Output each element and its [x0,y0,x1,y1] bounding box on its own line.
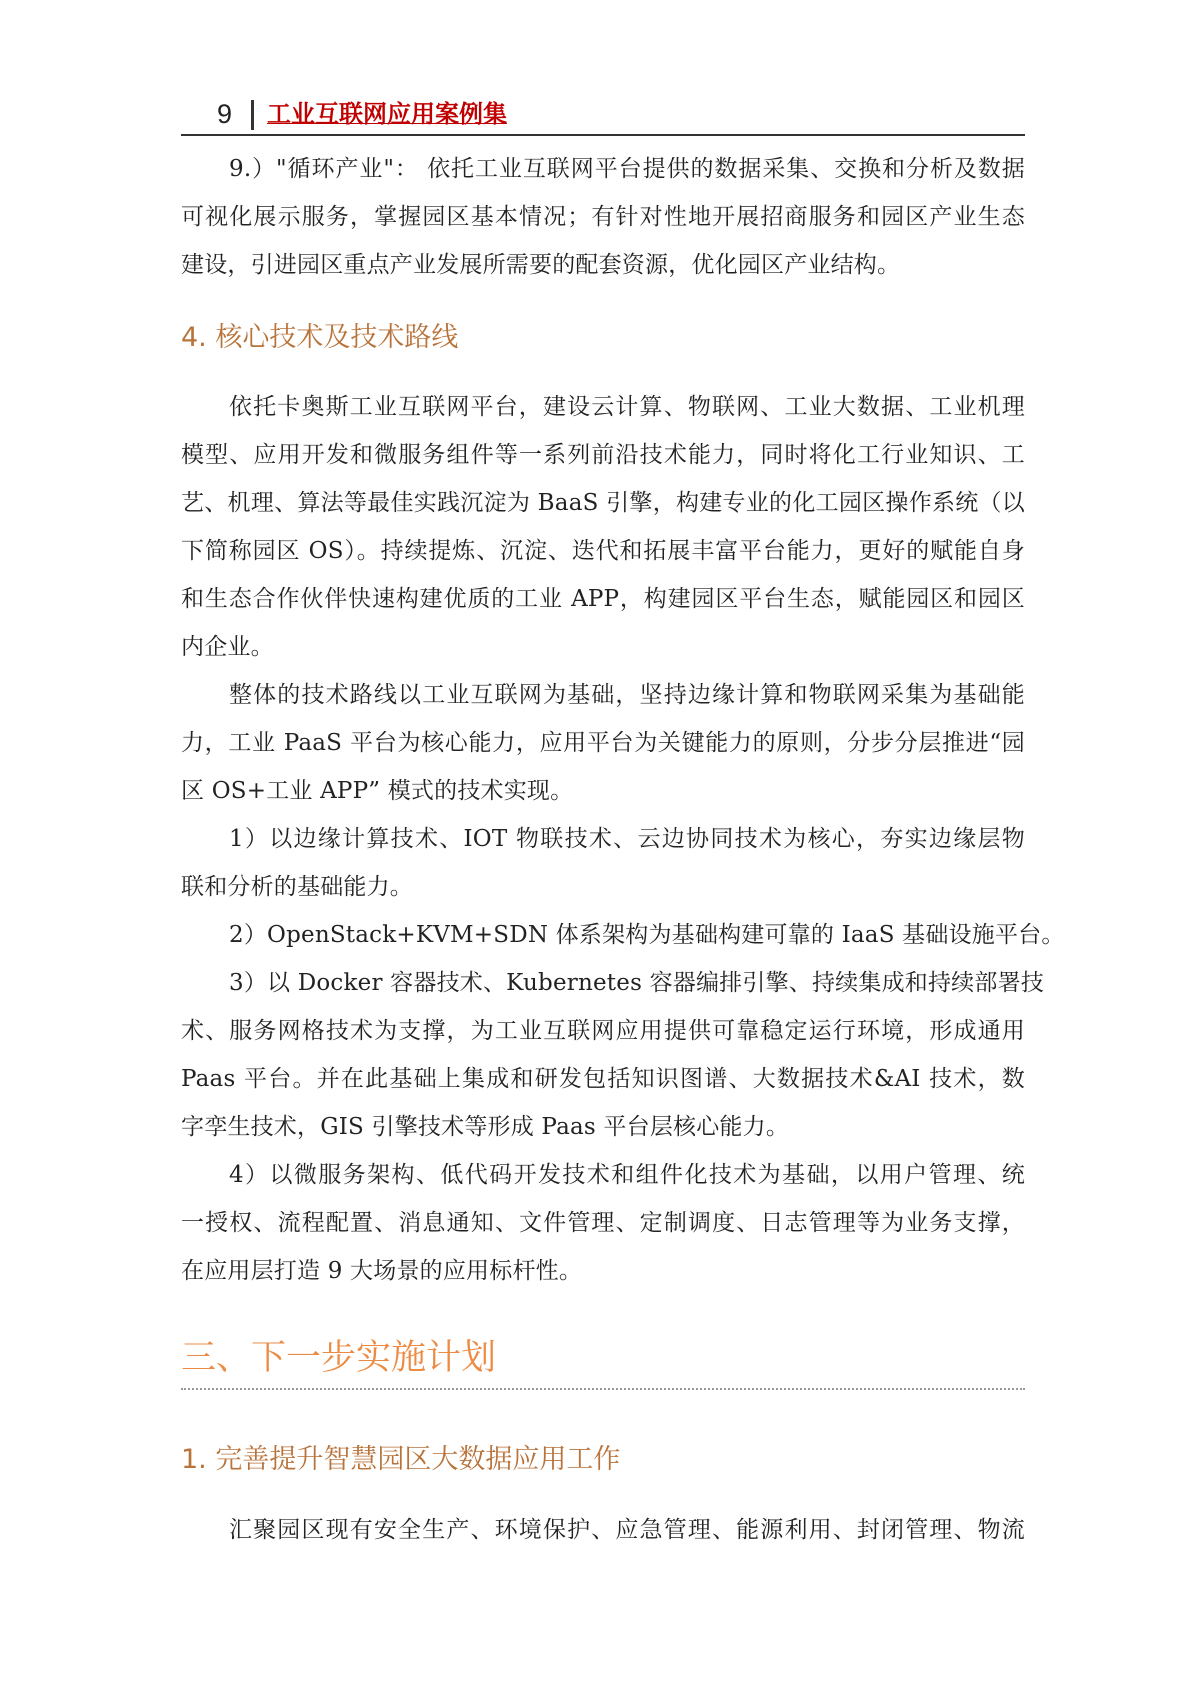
paragraph [181,1506,1025,1554]
paragraph [181,911,1065,959]
paragraph-line: 一授权、流程配置、消息通知、文件管理、定制调度、日志管理等为业务支撑， [181,1210,1025,1236]
paragraph-line: 3）以 Docker 容器技术、Kubernetes 容器编排引擎、持续集成和持续部署技 [229,970,1044,996]
document-title: 工业互联网应用案例集 [267,100,507,128]
paragraph-line: 和生态合作伙伴快速构建优质的工业 APP，构建园区平台生态，赋能园区和园区 [181,586,1025,612]
paragraph-line: 联和分析的基础能力。 [181,874,413,900]
paragraph-line: 建设，引进园区重点产业发展所需要的配套资源，优化园区产业结构。 [181,252,901,278]
paragraph-line: 2）OpenStack+KVM+SDN 体系架构为基础构建可靠的 IaaS 基础设施平台。 [229,922,1065,948]
paragraph [181,145,1025,289]
page-number: 9 [217,99,233,129]
heading-big-data-application: 1. 完善提升智慧园区大数据应用工作 [181,1444,621,1475]
header-separator [251,100,254,130]
paragraph-line: 整体的技术路线以工业互联网为基础，坚持边缘计算和物联网采集为基础能 [229,682,1025,708]
paragraph [181,959,1044,1151]
paragraph-line: 区 OS+工业 APP” 模式的技术实现。 [181,778,574,804]
paragraph [181,671,1025,815]
section-big-data-application [181,1506,1025,1554]
paragraph-line: 艺、机理、算法等最佳实践沉淀为 BaaS 引擎，构建专业的化工园区操作系统（以 [181,490,1025,516]
paragraph-line: 字孪生技术，GIS 引擎技术等形成 Paas 平台层核心能力。 [181,1114,790,1140]
paragraph-line: 9.）"循环产业"： 依托工业互联网平台提供的数据采集、交换和分析及数据 [229,156,1025,182]
paragraph-line: 在应用层打造 9 大场景的应用标杆性。 [181,1258,583,1284]
paragraph-line: 术、服务网格技术为支撑，为工业互联网应用提供可靠稳定运行环境，形成通用 [181,1018,1025,1044]
paragraph-line: 内企业。 [181,634,274,660]
paragraph [181,1151,1025,1295]
section-circular-industry [181,145,1025,289]
page-header [181,96,1025,136]
paragraph [181,383,1025,671]
paragraph-line: 下简称园区 OS）。持续提炼、沉淀、迭代和拓展丰富平台能力，更好的赋能自身 [181,538,1025,564]
paragraph-line: 1）以边缘计算技术、IOT 物联技术、云边协同技术为核心，夯实边缘层物 [229,826,1025,852]
paragraph-line: 可视化展示服务，掌握园区基本情况；有针对性地开展招商服务和园区产业生态 [181,204,1025,230]
heading-core-technology: 4. 核心技术及技术路线 [181,322,459,353]
paragraph-line: 汇聚园区现有安全生产、环境保护、应急管理、能源利用、封闭管理、物流 [229,1517,1025,1543]
paragraph-line: 力，工业 PaaS 平台为核心能力，应用平台为关键能力的原则，分步分层推进“园 [181,730,1025,756]
paragraph-line: 依托卡奥斯工业互联网平台，建设云计算、物联网、工业大数据、工业机理 [229,394,1025,420]
paragraph [181,815,1025,911]
paragraph-line: Paas 平台。并在此基础上集成和研发包括知识图谱、大数据技术&AI 技术，数 [181,1066,1025,1092]
paragraph-line: 4）以微服务架构、低代码开发技术和组件化技术为基础，以用户管理、统 [229,1162,1025,1188]
paragraph-line: 模型、应用开发和微服务组件等一系列前沿技术能力，同时将化工行业知识、工 [181,442,1025,468]
heading-next-steps: 三、下一步实施计划 [181,1330,1025,1390]
section-core-technology [181,383,1065,1295]
